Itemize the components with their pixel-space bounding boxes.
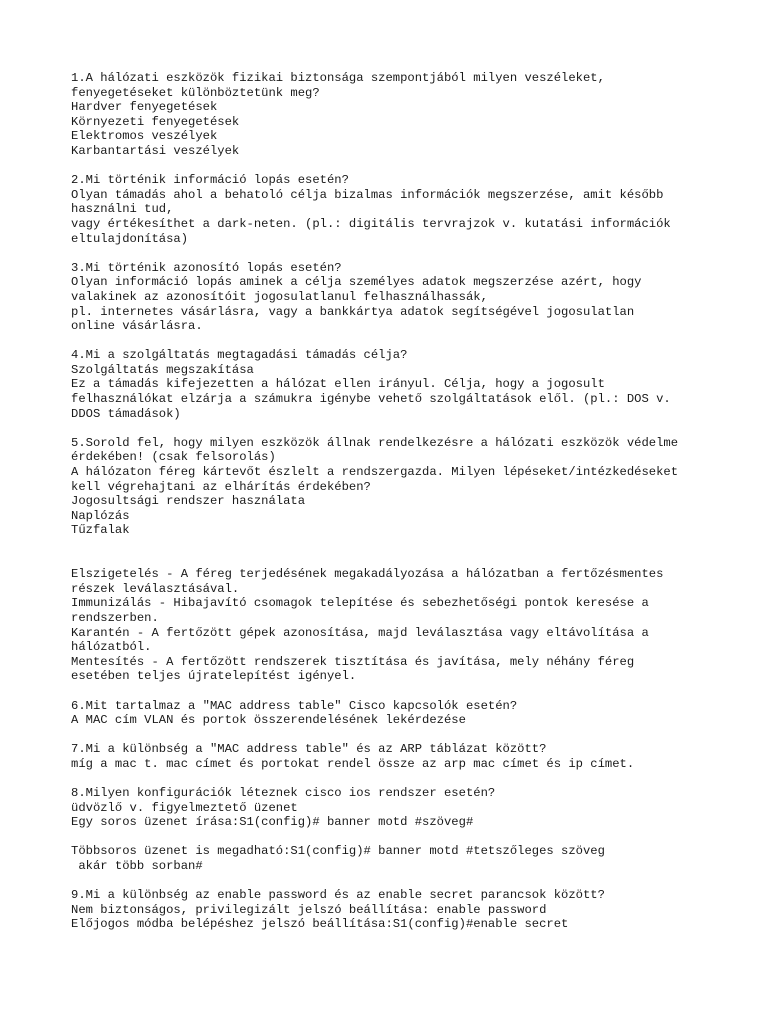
question-line: 9.Mi a különbség az enable password és az enable secret parancsok között?: [71, 888, 605, 903]
question-line: 1.A hálózati eszközök fizikai biztonsága szempontjából milyen veszéleket,: [71, 71, 605, 85]
section-q2: [71, 173, 761, 246]
question-line: 3.Mi történik azonosító lopás esetén?: [71, 260, 342, 275]
answer-line: Egy soros üzenet írása:S1(config)# banner motd #szöveg#: [71, 815, 474, 830]
answer-line: használni tud,: [71, 202, 174, 217]
answer-line: Elszigetelés - A féreg terjedésének megakadályozása a hálózatban a fertőzésmentes: [71, 567, 664, 582]
answer-line: üdvözlő v. figyelmeztető üzenet: [71, 800, 298, 815]
answer-line: vagy értékesíthet a dark-neten. (pl.: digitális tervrajzok v. kutatási információk: [71, 216, 671, 231]
answer-line: felhasználókat elzárja a számukra igénybe vehető szolgáltatások elől. (pl.: DOS v.: [71, 392, 671, 407]
section-q8-multiline: [71, 844, 761, 873]
answer-line: Nem biztonságos, privilegizált jelszó beállítása: enable password: [71, 902, 547, 917]
section-q3: [71, 261, 761, 334]
answer-line: Környezeti fenyegetések: [71, 114, 240, 129]
answer-line: online vásárlásra.: [71, 319, 203, 334]
answer-line: hálózatból.: [71, 640, 152, 655]
answer-line: rendszerben.: [71, 610, 159, 625]
section-q6: [71, 699, 761, 728]
section-q4: [71, 348, 761, 421]
answer-line: esetében teljes újratelepítést igényel.: [71, 669, 357, 684]
answer-line: Elektromos veszélyek: [71, 129, 218, 144]
document-page: [71, 71, 761, 947]
answer-line: Ez a támadás kifejezetten a hálózat ellen irányul. Célja, hogy a jogosult: [71, 377, 605, 392]
spacer: [71, 553, 761, 568]
answer-line: Olyan információ lopás aminek a célja személyes adatok megszerzése azért, hogy: [71, 275, 642, 290]
question-line: 8.Milyen konfigurációk léteznek cisco ios rendszer esetén?: [71, 786, 496, 801]
answer-line: Mentesítés - A fertőzött rendszerek tisztítása és javítása, mely néhány féreg: [71, 654, 635, 669]
answer-line: Hardver fenyegetések: [71, 100, 218, 115]
question-line: 5.Sorold fel, hogy milyen eszközök állnak rendelkezésre a hálózati eszközök védelme: [71, 435, 679, 450]
question-line: 4.Mi a szolgáltatás megtagadási támadás célja?: [71, 348, 408, 363]
answer-line: valakinek az azonosítóit jogosulatlanul felhasználhassák,: [71, 289, 488, 304]
question-line: 7.Mi a különbség a "MAC address table" és az ARP táblázat között?: [71, 742, 547, 757]
answer-line: DDOS támadások): [71, 406, 181, 421]
question-line: fenyegetéseket különböztetünk meg?: [71, 85, 320, 100]
question-line: kell végrehajtani az elhárítás érdekében?: [71, 479, 371, 494]
answer-line: eltulajdonítása): [71, 231, 189, 246]
section-q8: [71, 786, 761, 830]
answer-line: Karantén - A fertőzött gépek azonosítása, majd leválasztása vagy eltávolítása a: [71, 625, 649, 640]
question-line: A hálózaton féreg kártevőt észlelt a rendszergazda. Milyen lépéseket/intézkedéseket: [71, 465, 679, 480]
question-line: 2.Mi történik információ lopás esetén?: [71, 173, 349, 188]
answer-line: részek leválasztásával.: [71, 581, 240, 596]
section-q9: [71, 888, 761, 932]
answer-line: akár több sorban#: [71, 859, 203, 874]
answer-line: Karbantartási veszélyek: [71, 143, 240, 158]
answer-line: Jogosultsági rendszer használata: [71, 494, 306, 509]
answer-line: A MAC cím VLAN és portok összerendelésének lekérdezése: [71, 713, 466, 728]
answer-line: Naplózás: [71, 508, 130, 523]
answer-line: Szolgáltatás megszakítása: [71, 362, 254, 377]
answer-line: Tűzfalak: [71, 523, 130, 538]
section-q5: [71, 436, 761, 538]
section-q1: [71, 71, 761, 159]
section-worm-steps: [71, 567, 761, 684]
answer-line: Olyan támadás ahol a behatoló célja bizalmas információk megszerzése, amit később: [71, 187, 664, 202]
section-q7: [71, 742, 761, 771]
answer-line: pl. internetes vásárlásra, vagy a bankkártya adatok segítségével jogosulatlan: [71, 304, 635, 319]
answer-line: Előjogos módba belépéshez jelszó beállítása:S1(config)#enable secret: [71, 917, 569, 932]
answer-line: míg a mac t. mac címet és portokat rendel össze az arp mac címet és ip címet.: [71, 756, 635, 771]
answer-line: Immunizálás - Hibajavító csomagok telepítése és sebezhetőségi pontok keresése a: [71, 596, 649, 611]
question-line: érdekében! (csak felsorolás): [71, 450, 276, 465]
question-line: 6.Mit tartalmaz a "MAC address table" Cisco kapcsolók esetén?: [71, 698, 518, 713]
answer-line: Többsoros üzenet is megadható:S1(config)# banner motd #tetszőleges szöveg: [71, 844, 605, 859]
